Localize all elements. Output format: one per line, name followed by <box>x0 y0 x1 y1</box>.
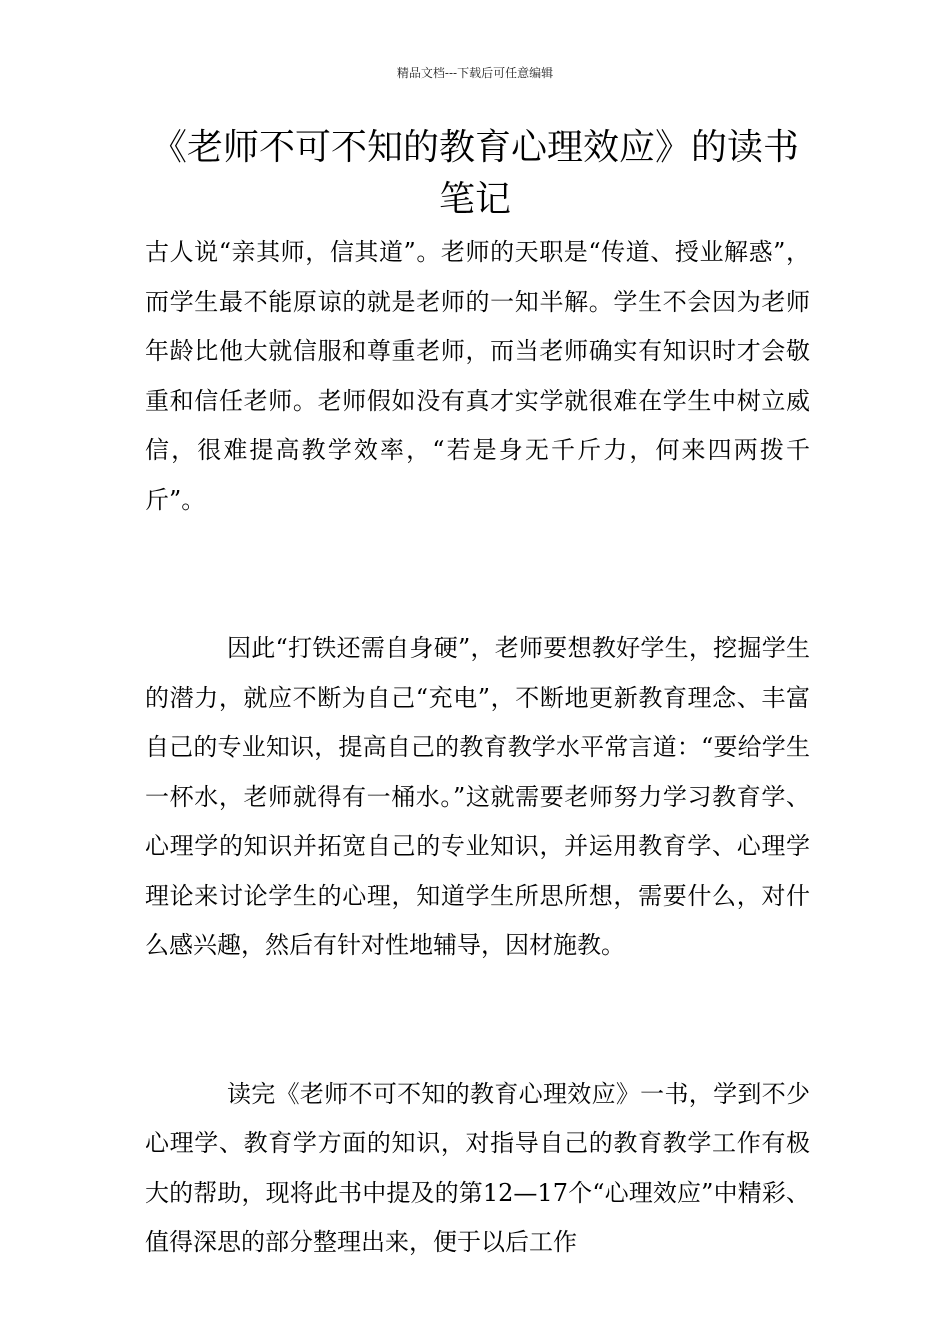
paragraph-1: 古人说“亲其师，信其道”。老师的天职是“传道、授业解惑”，而学生最不能原谅的就是老师的一知半解。学生不会因为老师年龄比他大就信服和尊重老师，而当老师确实有知识时才会敬重和信任老师。老师假如没有真才实学就很难在学生中树立威信，很难提高教学效率，“若是身无千斤力，何来四两拨千斤”。 <box>145 238 810 514</box>
page-header-watermark: 精品文档---下载后可任意编辑 <box>396 66 554 80</box>
paragraph-spacer <box>145 525 810 624</box>
paragraph-3: 读完《老师不可不知的教育心理效应》一书，学到不少心理学、教育学方面的知识，对指导自己的教育教学工作有极大的帮助，现将此书中提及的第12—17个“心理效应”中精彩、值得深思的部分整理出来，便于以后工作 <box>145 1079 810 1256</box>
document-title: 《老师不可不知的教育心理效应》的读书笔记 <box>150 127 799 220</box>
paragraph-spacer <box>145 971 810 1070</box>
paragraph-2: 因此“打铁还需自身硬”，老师要想教好学生，挖掘学生的潜力，就应不断为自己“充电”，不断地更新教育理念、丰富自己的专业知识，提高自己的教育教学水平常言道：“要给学生一杯水，老师就得有一桶水。”这就需要老师努力学习教育学、心理学的知识并拓宽自己的专业知识，并运用教育学、心理学理论来讨论学生的心理，知道学生所思所想，需要什么，对什么感兴趣，然后有针对性地辅导，因材施教。 <box>145 634 810 959</box>
document-body <box>145 228 810 1268</box>
